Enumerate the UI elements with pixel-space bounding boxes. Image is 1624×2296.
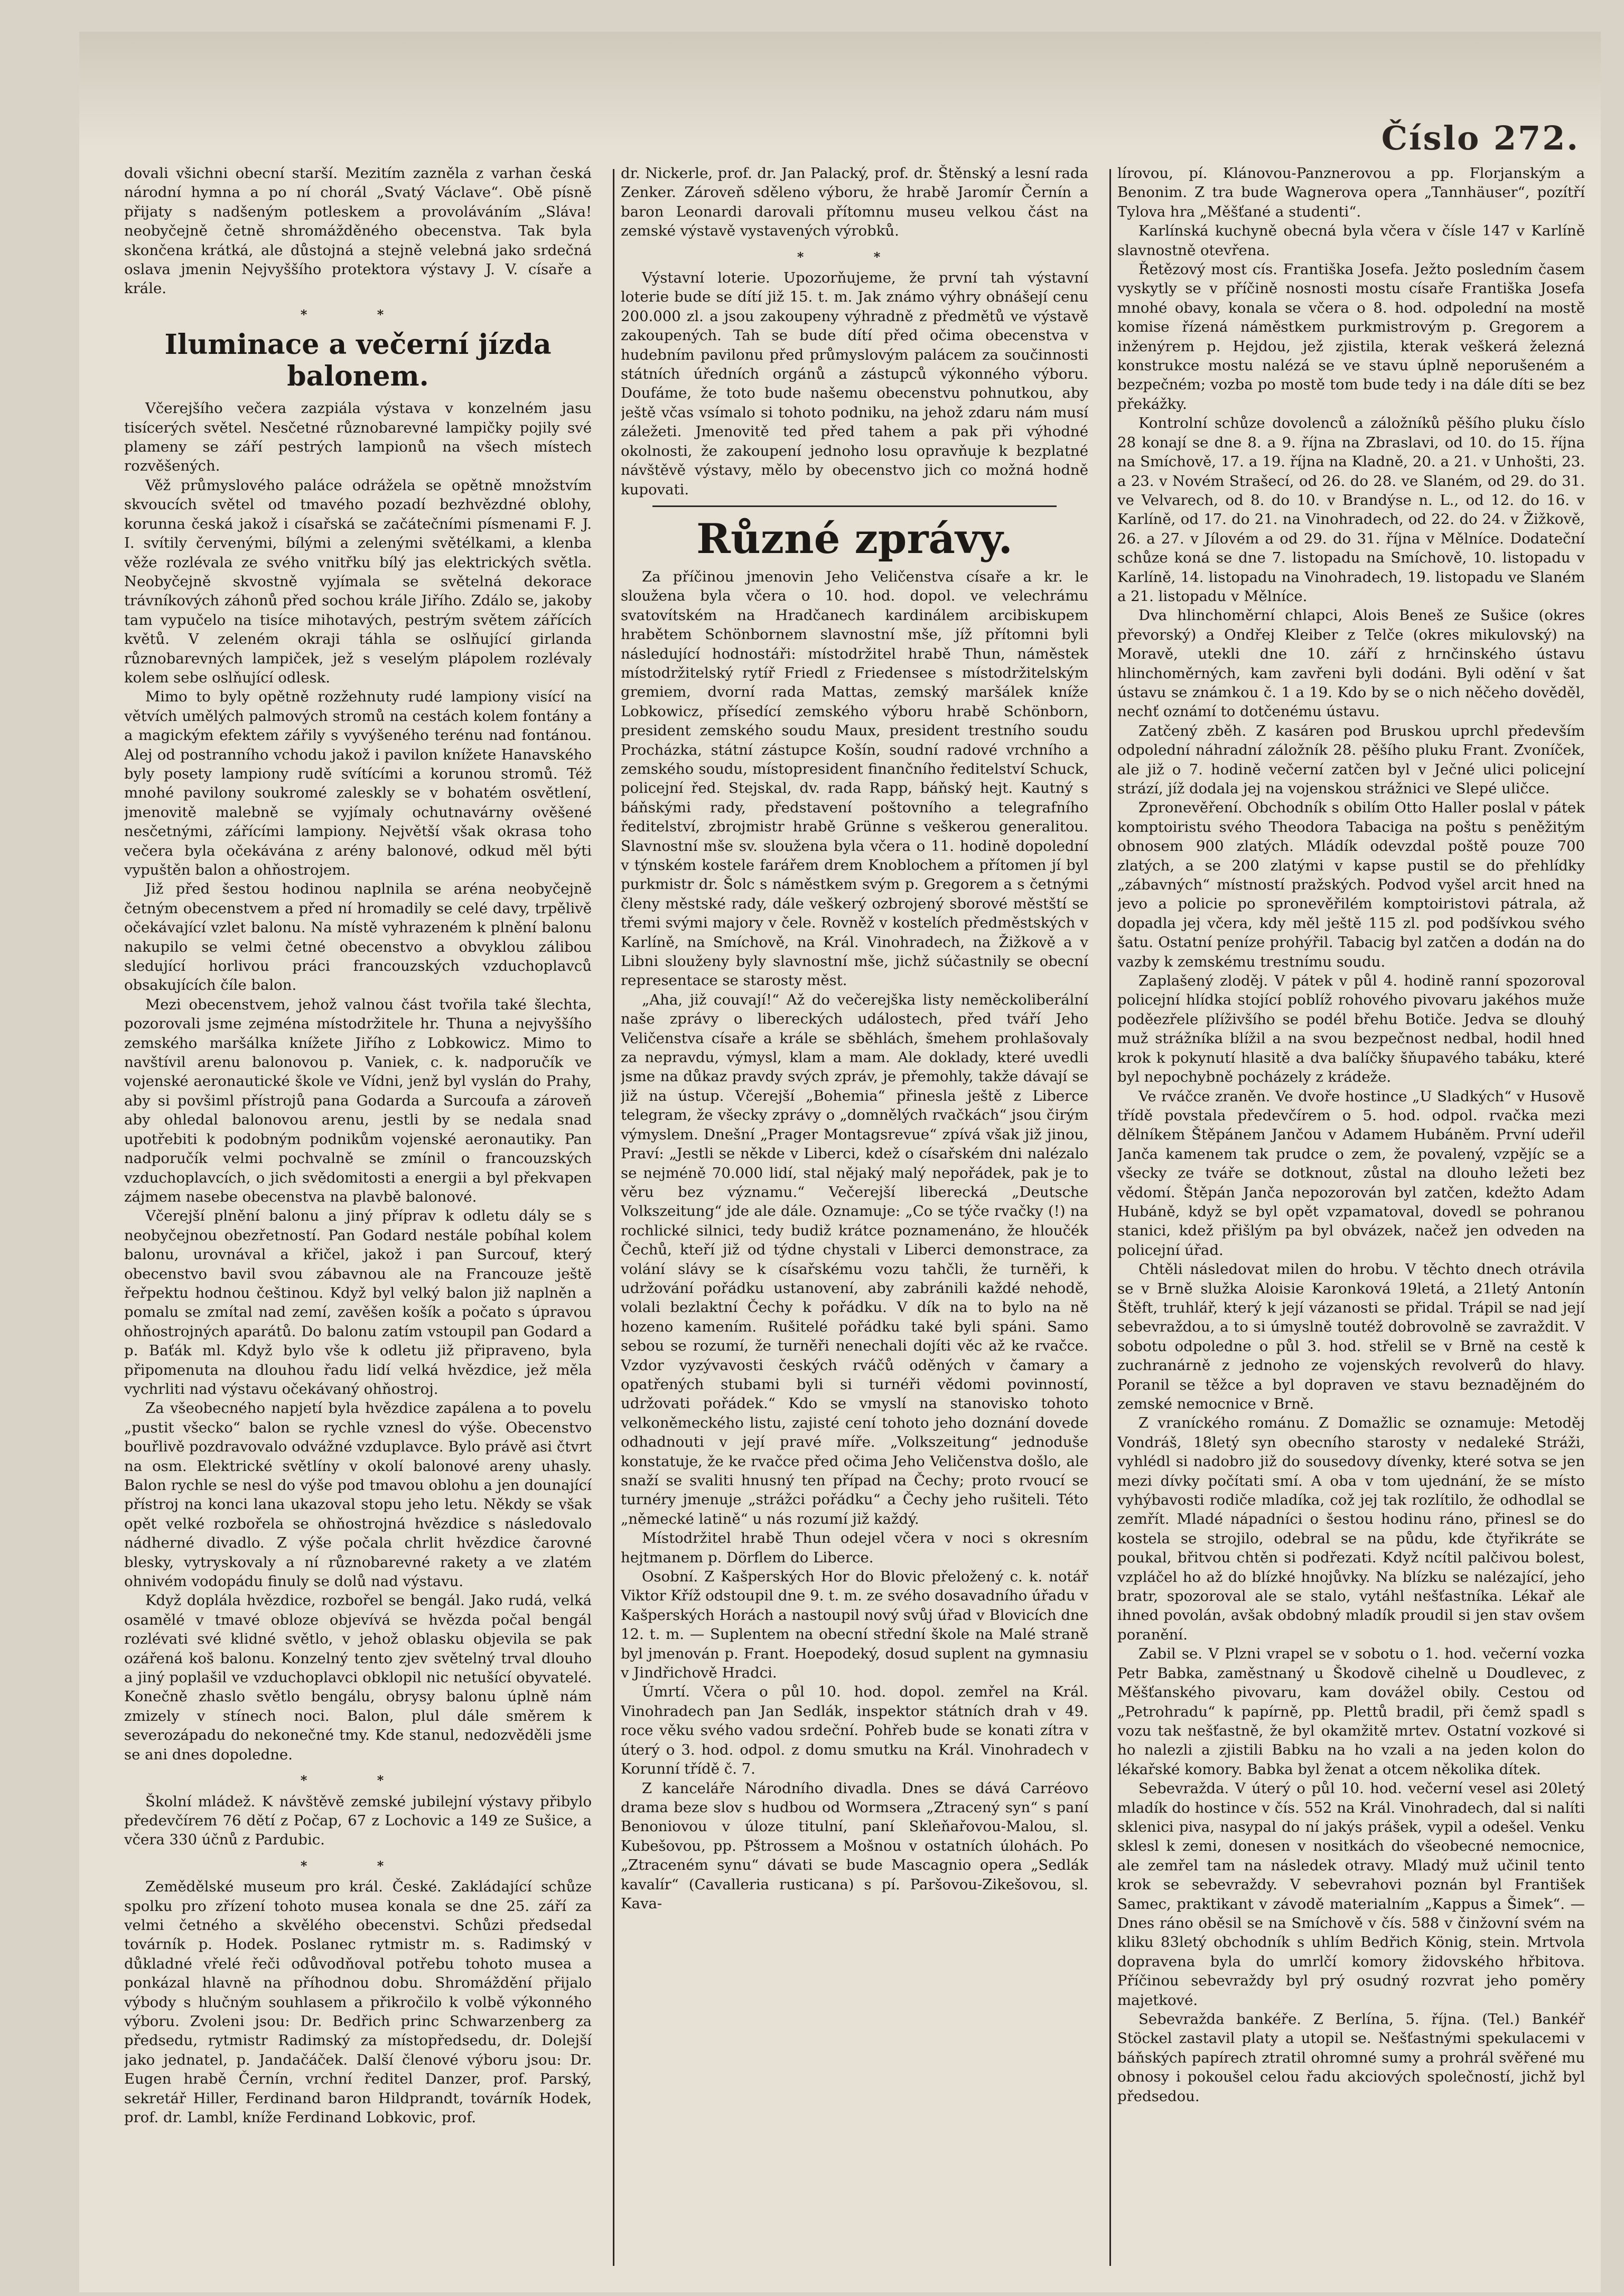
section-rule — [652, 505, 1057, 507]
article-paragraph: Zpronevěření. Obchodník s obilím Otto Haller poslal v pátek komptoiristu svého Theodora Tabaciga na poštu s peněžitým obnosem 900 zlatých. Mládík odevzdal poště pouze 700 zlatých, a se 200 zlatými v kapse pustil se do přehlídky „zábavných“ místností pražských. Podvod vyšel arcit hned na jevo a policie po spronevěřilém komptoiristovi pátrala, až dopadla jej včera, kdy měl ještě 115 zl. pod podšívkou svého šatu. Ostatní peníze prohýřil. Tabacig byl zatčen a dodán na do vazby k zemskému trestnímu soudu. — [1117, 799, 1585, 970]
column-rule-1 — [613, 169, 614, 2266]
headline-illumination: Iluminace a večerní jízda balonem. — [164, 329, 552, 393]
article-paragraph: Sebevražda. V úterý o půl 10. hod. večerní vesel asi 20letý mladík do hostince v čís. 552 na Král. Vinohradech, dal si nalíti sklenici piva, nasypal do ní jakýs prášek, vypil a odešel. Venku sklesl k zemi, donesen v nositkách do všeobecné nemocnice, ale zemřel tam na následek otravy. Mladý muž učinil tento krok se sebevraždy. V sebevrahovi poznán byl František Samec, praktikant v závodě materialním „Kappus a Šimek“. — Dnes ráno oběsil se na Smíchově v čís. 588 v činžovní svém na kliku 83letý obchodník s uhlím Bedřich König, stein. Mrtvola dopravena byla do umrlčí komory židovského hřbitova. Příčinou sebevraždy byl prý osudný rozvrat jeho poměry majetkové. — [1117, 1780, 1585, 2009]
column-1 — [124, 164, 592, 2271]
page-top-shade — [79, 32, 1601, 148]
article-paragraph: lírovou, pí. Klánovou-Panznerovou a pp. Florjanským a Benonim. Z tra bude Wagnerova opera „Tannhäuser“, pozítří Tylova hra „Měšťané a studenti“. — [1117, 165, 1585, 220]
article-paragraph: Když doplála hvězdice, rozbořel se bengál. Jako rudá, velká osamělé v tmavé obloze objevívá se hvězda počal bengál rozlévati své klidné světlo, v jehož oblasku objevila se pak ozářená koš balonu. Konzelný tento zjev světelný trval dlouho a jiný poplašil ve vzduchoplavci obklopil nic netušící obyvatelé. Konečně zhaslo světlo bengálu, obrysy balonu úplně nám zmizely v stínech noci. Balon, plul dále směrem k severozápadu do nekonečné tmy. Kde stanul, nedozvěděli jsme se ani dnes dopoledne. — [124, 1592, 592, 1763]
separator-stars: ∗ ∗ — [796, 246, 913, 262]
article-paragraph: Zatčený zběh. Z kasáren pod Bruskou uprchl především odpolední náhradní záložník 28. pěšího pluku Frant. Zvoníček, ale již o 7. hodině večerní zatčen byl v Ječné ulici policejní strází, jíž dodala jej na vojenskou strážnici ve Slepé uličce. — [1117, 722, 1585, 797]
article-paragraph: Řetězový most cís. Františka Josefa. Ježto posledním časem vyskytly se v příčině nosnosti mostu císaře Františka Josefa mnohé obavy, konala se včera o 8. hod. odpolední na mostě komise řízená náměstkem purkmistrovým p. Gregorem a inženýrem p. Hejdou, jež zjistila, kterak veškerá železná konstrukce mostu nalézá se ve stavu úplně neporušeném a bezpečném; vozba po mostě tom bude tedy i na dále díti se bez překážky. — [1117, 261, 1585, 413]
article-paragraph: dr. Nickerle, prof. dr. Jan Palacký, prof. dr. Štěnský a lesní rada Zenker. Zároveň sděleno výboru, že hrabě Jaromír Černín a baron Leonardi darovali přítomnu museu velkou část na zemské výstavě vystavených výrobků. — [621, 165, 1088, 240]
article-paragraph: Osobní. Z Kašperských Hor do Blovic přeložený c. k. notář Viktor Kříž odstoupil dne 9. t. m. ze svého dosavadního úřadu v Kašperských Horách a nastoupil nový svůj úřad v Blovicích dne 12. t. m. — Suplentem na obecní střední škole na Malé straně byl jmenován p. Frant. Hoepodeký, dosud suplent na gymnasiu v Jindřichově Hradci. — [621, 1568, 1088, 1682]
article-paragraph: Místodržitel hrabě Thun odejel včera v noci s okresním hejtmanem p. Dörflem do Liberce. — [621, 1530, 1088, 1566]
article-paragraph: Karlínská kuchyně obecná byla včera v čísle 147 v Karlíně slavnostně otevřena. — [1117, 222, 1585, 259]
newspaper-page — [79, 32, 1601, 2292]
article-paragraph: dovali všichni obecní starší. Mezitím zazněla z varhan česká národní hymna a po ní chorál „Svatý Václave“. Obě písně přijaty s nadšeným potleskem a provoláváním „Sláva! neobyčejně četně shromážděného obecenstva. Tak byla skončena krátká, ale důstojná a stejně velebná jako srdečná oslava jmenin Nejvyššího protektora výstavy J. V. císaře a krále. — [124, 165, 592, 297]
article-paragraph: Z kanceláře Národního divadla. Dnes se dává Carréovo drama beze slov s hudbou od Wormsera „Ztracený syn“ s paní Benoniovou v úloze titulní, paní Skleňařovou-Malou, sl. Kubešovou, pp. Pštrossem a Mošnou v ostatních úlohách. Po „Ztraceném synu“ dávati se bude Mascagnio opera „Sedlák kavalír“ (Cavalleria rusticana) s pí. Paršovou-Zikešovou, sl. Kava- — [621, 1779, 1088, 1912]
article-paragraph: Zaplašený zloděj. V pátek v půl 4. hodině ranní spozoroval policejní hlídka stojící poblíž rohového pivovaru jakéhos muže poděezřele plíživšího se podél břehu Botiče. Jedva se dlouhý muž strážníka blížil a na svou bezpečnost nedbal, hodil hned krok k pokynutí hlasitě a dva balíčky šňupavého tabáku, které byl nepochybně pocházely z krádeže. — [1117, 972, 1585, 1086]
page-number: Číslo 272. — [1381, 119, 1580, 157]
article-paragraph: Školní mládež. K návštěvě zemské jubilejní výstavy přibylo předevčírem 76 dětí z Počap, 67 z Lochovic a 149 ze Sušice, a včera 330 účnů z Pardubic. — [124, 1793, 592, 1849]
article-paragraph: Z vraníckého románu. Z Domažlic se oznamuje: Metoděj Vondráš, 18letý syn obecního starosty v nedaleké Stráži, vyhlédl si nadobro již do sousedovy dívenky, které sotva se jen mezi dívky počítati smí. A oba v tom ujednání, že se místo vyhýbavosti rodiče mladíka, což jej tak rozlítilo, že odhodlal se zemřít. Mladé nápadníci o šestou hodinu ráno, přinesl se do kostela se strojilo, odebral se na půdu, kde čtyřikráte se poukal, břitvou chtěn si podřezati. Když ncítil palčivou bolest, vzpláčel ho až do blízké hnojůvky. Na blízku se nalézající, jeho bratr, spozoroval ale se stalo, vytáhl nešťastníka. Lékař ale ihned povolán, avšak obdobný mladík proudil si jen stav ovšem poranění. — [1117, 1414, 1585, 1643]
headline-ruzne-zpravy: Různé zprávy. — [696, 514, 1013, 563]
article-paragraph: Výstavní loterie. Upozorňujeme, že první tah výstavní loterie bude se dítí již 15. t. m. Jak známo výhry obnášejí cenu 200.000 zl. a jsou zakoupeny výhradně z předmětů ve výstavě zakoupených. Tah se bude dítí před očima obecenstva v hudebním pavilonu před průmyslovým palácem za součinnosti státních úředních orgánů a zástupců výkonného výboru. Doufáme, že toto bude našemu obecenstvu pohnutkou, aby ještě včas vsímalo si tohoto podniku, na jehož zdaru nám musí záležeti. Jmenovitě ted před tahem a pak při výhodné okolnosti, že zakoupení jednoho losu opravňuje k bezplatné návštěvě výstavy, mělo by obecenstvo jich co možná hodně kupovati. — [621, 269, 1088, 498]
article-paragraph: Dva hlinchoměrní chlapci, Alois Beneš ze Sušice (okres převorský) a Ondřej Kleiber z Telče (okres mikulovský) na Moravě, utekli dne 10. září z hrnčinského ústavu hlinchoměrných, kam zavřeni byli dodáni. Byli odění v šat ústavu se známkou č. 1 a 19. Kdo by se o nich něčeho dověděl, nechť oznámí to dotčenému ústavu. — [1117, 607, 1585, 720]
article-paragraph: Za všeobecného napjetí byla hvězdice zapálena a to povelu „pustit všecko“ balon se rychle vznesl do výše. Obecenstvo bouřlivě pozdravovalo odvážné vzduplavce. Bylo právě asi čtvrt na osm. Elektrické světlíny v okolí balonové areny uhasly. Balon rychle se nesl do výše pod tmavou oblohu a jen dounající přístroj na konci lana ukazoval stopu jeho letu. Někdy se však opět velké rozbořela se ohňostrojná hvězdice s následovalo nádherné divadlo. Z výše počala chrlit hvězdice čarovné blesky, vytryskovaly a ní různobarevné rakety a ve zlatém ohnivém vodopádu finuly se dolů nad výstavu. — [124, 1400, 592, 1590]
article-paragraph: Mimo to byly opětně rozžehnuty rudé lampiony visící na větvích umělých palmových stromů na cestách kolem fontány a a magickým efektem zářily s vyvýšeného terénu nad fontánou. Alej od postranního vchodu jakož i pavilon knížete Hanavského byly posety lampiony rudě svítícími a korunou stromů. Též mnohé pavilony soukromé zaleskly se v bohatém osvětlení, jmenovitě malebně se vyjímaly ochutnavárny ověšené nesčetnými, zářícími lampiony. Největší však okrasa toho večera byla očekávána z arény balonové, odkud měl býti vypuštěn balon a ohňostrojem. — [124, 688, 592, 878]
article-paragraph: Včerejší plnění balonu a jiný příprav k odletu dály se s neobyčejnou obezřetností. Pan Godard nestále pobíhal kolem balonu, urovnával a křičel, jakož i pan Surcouf, který obecenstvo bavil svou zábavnou ale na Francouze ještě řeřpektu hodnou češtinou. Když byl velký balon již naplněn a pomalu se zmítal nad zemí, zavěšen košík a počato s úpravou ohňostrojných aparátů. Do balonu zatím vstoupil pan Godard a p. Baťák ml. Když bylo vše k odletu již připraveno, byla připomenuta na dlouhou řadu lidí velká hvězdice, jež měla vychrliti nad výstavu očekávaný ohňostroj. — [124, 1207, 592, 1398]
article-paragraph: „Aha, již couvají!“ Až do večerejška listy neměckoliberální naše zprávy o libereckých událostech, před tváří Jeho Veličenstva císaře a krále se sběhlách, šmehem prohlašovaly za nepravdu, výmysl, klam a mam. Ale doklady, které uvedli jsme na důkaz pravdy svých zpráv, je přemohly, takže dávají se již na ústup. Včerejší „Bohemia“ přinesla ještě z Liberce telegram, že všecky zprávy o „domnělých rvačkách“ jsou čirým výmyslem. Dnešní „Prager Montagsrevue“ zpívá však již jinou, Praví: „Jestli se někde v Liberci, kdež o císařském dni nalézalo se nejméně 70.000 lidí, stal nějaký malý nepořádek, pak je to věru bez významu.“ Večerejší liberecká „Deutsche Volkszeitung“ jde ale dále. Oznamuje: „Co se týče rvačky (!) na rochlické silnici, tedy budiž krátce poznamenáno, že hloučék Čechů, kteří již od týdne chystali v Liberci demonstrace, za volání slávy se k císařskému vozu tahčli, že turněři, k udržování pořádku ustanovení, aby zabránili každé nehodě, volali bezlaktní Čechy k pořádku. V dík na to bylo na ně hozeno kamením. Rušitelé pořádku také byli spáni. Samo sebou se rozumí, že turněři nenechali dojíti věc až ke rvačce. Vzdor vyzývavosti českých rváčů oděných v čamary a opatřených stubami byli si turnéři vědomi povinností, udržovati pořádek.“ Kdo se vmyslí na stanovisko tohoto velkoněmeckého listu, zajisté cení tohoto jeho doznání dovede odhadnouti v její pravé míře. „Volkszeitung“ jednoduše konstatuje, že ke rvačce před očima Jeho Veličenstva došlo, ale snaží se svaliti hnusný ten případ na Čechy; proto rvoucí se turnéry jmenuje „strážci pořádku“ a Čechy jeho rušiteli. Této „německé latině“ u nás rozumí již každý. — [621, 991, 1088, 1527]
separator-stars: ∗ ∗ — [299, 1855, 417, 1871]
article-paragraph: Mezi obecenstvem, jehož valnou část tvořila také šlechta, pozorovali jsme zejména místodržitele hr. Thuna a nejvyššího zemského maršálka knížete Jiřího z Lobkowicz. Mimo to navštívil arenu balonovou p. Vaniek, c. k. nadporučík ve vojenské aeronautické škole ve Vídni, jenž byl vyslán do Prahy, aby si povšiml přístrojů pana Godarda a Surcoufa a zároveň aby ohledal balonovou arenu, jestli by se nedala snad upotřebiti k podobným podnikům vojenské aeronautiky. Pan nadporučík velmi pochvalně se zmínil o francouzských vzduchoplavcích, o jich svědomitosti a energii a byl překvapen zájmem nasebe obecenstva na plavbě balonové. — [124, 996, 592, 1205]
column-rule-2 — [1109, 169, 1111, 2266]
separator-stars: ∗ ∗ — [299, 304, 417, 320]
article-paragraph: Chtěli následovat milen do hrobu. V těchto dnech otrávila se v Brně služka Aloisie Karonková 19letá, a 21letý Antonín Štěft, truhlář, který k její vázanosti se přidal. Trápil se nad její sebevraždou, a to si úmyslně toutéž dobrovolně se zavraždit. V sobotu odpoledne o půl 3. hod. střelil se v Brně na cestě k zuchranárně z jednoho ze vojenských revolverů do hlavy. Poranil se těžce a byl dopraven ve stavu beznadějném do zemské nemocnice v Brně. — [1117, 1261, 1585, 1412]
article-paragraph: Sebevražda bankéře. Z Berlína, 5. října. (Tel.) Bankéř Stöckel zastavil platy a utopil se. Nešťastnými spekulacemi v báňských papírech ztratil ohromné sumy a prohrál svěřené mu obnosy i pokoušel celou řadu akciových společností, jichž byl předsedou. — [1117, 2011, 1585, 2105]
column-2 — [621, 164, 1088, 2271]
article-paragraph: Již před šestou hodinou naplnila se aréna neobyčejně četným obecenstvem a před ní hromadily se celé davy, trpělivě očekávající vzlet balonu. Na místě vyhrazeném k plnění balonu nakupilo se velmi četné obecenstvo a obvyklou zálibou sledující horlivou práci francouzských vzduchoplavců obsakujících číle balon. — [124, 880, 592, 994]
article-paragraph: Zabil se. V Plzni vrapel se v sobotu o 1. hod. večerní vozka Petr Babka, zaměstnaný u Škodově cihelně u Doudlevec, z Měšťanského pivovaru, kam dovážel obily. Cestou od „Petrohradu“ k papírně, pp. Plettů bradil, při čemž spadl s vozu tak nešťastně, že byl okamžitě mrtev. Ostatní vozkové si ho nalezli a zjistili Babku na ho vzali a na jeden kolon do lékařské komory. Babka byl ženat a otcem několika dítek. — [1117, 1645, 1585, 1778]
separator-stars: ∗ ∗ — [299, 1770, 417, 1786]
article-paragraph: Věž průmyslového paláce odrážela se opětně množstvím skvoucích světel od tmavého pozadí bezhvězdné oblohy, korunna česká jakož i císařská se začátečními písmenami F. J. I. svítily červenými, bílými a zelenými světélkami, a klenba věže rozlévala ze svého vnitřku bílý jas elektrických světla. Neobyčejně skvostně vyjímala se světelná dekorace trávníkových záhonů před sochou krále Jiřího. Zdálo se, jakoby tam vypučelo na tisíce mihotavých, pestrým světem zářících květů. V zeleném okraji táhla se oslňující girlanda různobarevných lampiček, jež s veselým plápolem rozlévaly kolem sebe oslňující odlesk. — [124, 476, 592, 686]
article-paragraph: Kontrolní schůze dovolenců a záložníků pěšího pluku číslo 28 konají se dne 8. a 9. října na Zbraslavi, od 10. do 15. října na Smíchově, 17. a 19. října na Kladně, 20. a 21. v Unhošti, 23. a 23. v Novém Strašecí, od 26. do 28. ve Slaném, od 29. do 31. ve Velvarech, od 8. do 10. v Brandýse n. L., od 12. do 16. v Karlíně, od 17. do 21. na Vinohradech, od 22. do 24. v Žižkově, 26. a 27. v Jílovém a od 29. do 31. října v Mělníce. Dodateční schůze koná se dne 7. listopadu na Smíchově, 10. listopadu v Karlíně, 14. listopadu na Vinohradech, 19. listopadu ve Slaném a 21. listopadu v Mělníce. — [1117, 415, 1585, 605]
column-3 — [1117, 164, 1585, 2271]
article-paragraph: Zemědělské museum pro král. České. Zakládající schůze spolku pro zřízení tohoto musea konala se dne 25. září za velmi četného a skvělého obecenstvi. Schůzi předsedal továrník p. Hodek. Poslanec rytmistr m. s. Radimský v důkladné vřelé řeči odůvodňoval potřebu tohoto musea a ponkázal hlavně na příhodnou dobu. Shromáždění přijalo výbody s hlučným souhlasem a přikročilo k volbě výkonného výboru. Zvoleni jsou: Dr. Bedřich princ Schwarzenberg za předsedu, rytmistr Radimský za místopředsedu, dr. Dolejší jako jednatel, p. Jandačáček. Další členové výboru jsou: Dr. Eugen hrabě Černín, vrchní ředitel Danzer, prof. Parský, sekretář Hiller, Ferdinand baron Hildprandt, továrník Hodek, prof. dr. Lambl, kníže Ferdinand Lobkovic, prof. — [124, 1878, 592, 2126]
article-paragraph: Úmrtí. Včera o půl 10. hod. dopol. zemřel na Král. Vinohradech pan Jan Sedlák, inspektor státních drah v 49. roce věku svého vadou srdeční. Pohřeb bude se konati zítra v úterý o 3. hod. odpol. z domu smutku na Král. Vinohradech v Korunní třídě č. 7. — [621, 1683, 1088, 1778]
article-paragraph: Za příčinou jmenovin Jeho Veličenstva císaře a kr. le sloužena byla včera o 10. hod. dopol. ve velechrámu svatovítském na Hradčanech kardinálem arcibiskupem hrabětem Schönbornem slavnostní mše, jíž přítomni byli následující hodnostáři: místodržitel hrabě Thun, náměstek místodržitelský rytíř Friedl z Friedensee s místodržitelským gremiem, dvorní rada Mattas, zemský maršálek kníže Lobkowicz, přísedící zemského výboru hrabě Schönborn, president zemského soudu Maux, president trestního soudu Procházka, státní zástupce Košín, soudní radové vrchního a zemského soudu, místopresident finančního ředitelství Schuck, policejní řed. Stejskal, dv. rada Rapp, báňský hejt. Kautný s báňskými rady, představení poštovního a telegrafního ředitelství, zbrojmistr hrabě Grünne s veškerou generalitou. Slavnostní mše sv. sloužena byla včera o 11. hodině dopolední v týnském kostele farářem drem Knoblochem a přítomen jí byl purkmistr dr. Šolc s náměstkem svým p. Gregorem a s četnými členy městské rady, dále veškerý ozbrojený sborové městští se třemi svými majory v čele. Rovněž v kostelích předměstských v Karlíně, na Smíchově, na Král. Vinohradech, na Žižkově a v Libni slouženy byly slavnostní mše, jichž súčastnily se obecní representace se starosty měst. — [621, 568, 1088, 989]
article-paragraph: Včerejšího večera zazpiála výstava v konzelném jasu tisícerých světel. Nesčetné různobarevné lampičky pojily své plameny se září pestrých lampionů na všech místech rozvěšených. — [124, 400, 592, 475]
article-paragraph: Ve rváčce zraněn. Ve dvoře hostince „U Sladkých“ v Husově třídě povstala předevčírem o 5. hod. odpol. rvačka mezi dělníkem Štěpánem Jančou v Adamem Hubáněm. První udeřil Janča kamenem tak prudce o zem, že povalený, vzpějíc se a všecky ze tváře se dotknout, zůstal na dlouho ležeti bez vědomí. Štěpán Janča nepozorován byl zatčen, kdežto Adam Hubáně, když se byl opět vzpamatoval, dovedl se pohranou stanici, kdež přišlým pa byl obvázek, načež jen odveden na policejní úřad. — [1117, 1088, 1585, 1259]
